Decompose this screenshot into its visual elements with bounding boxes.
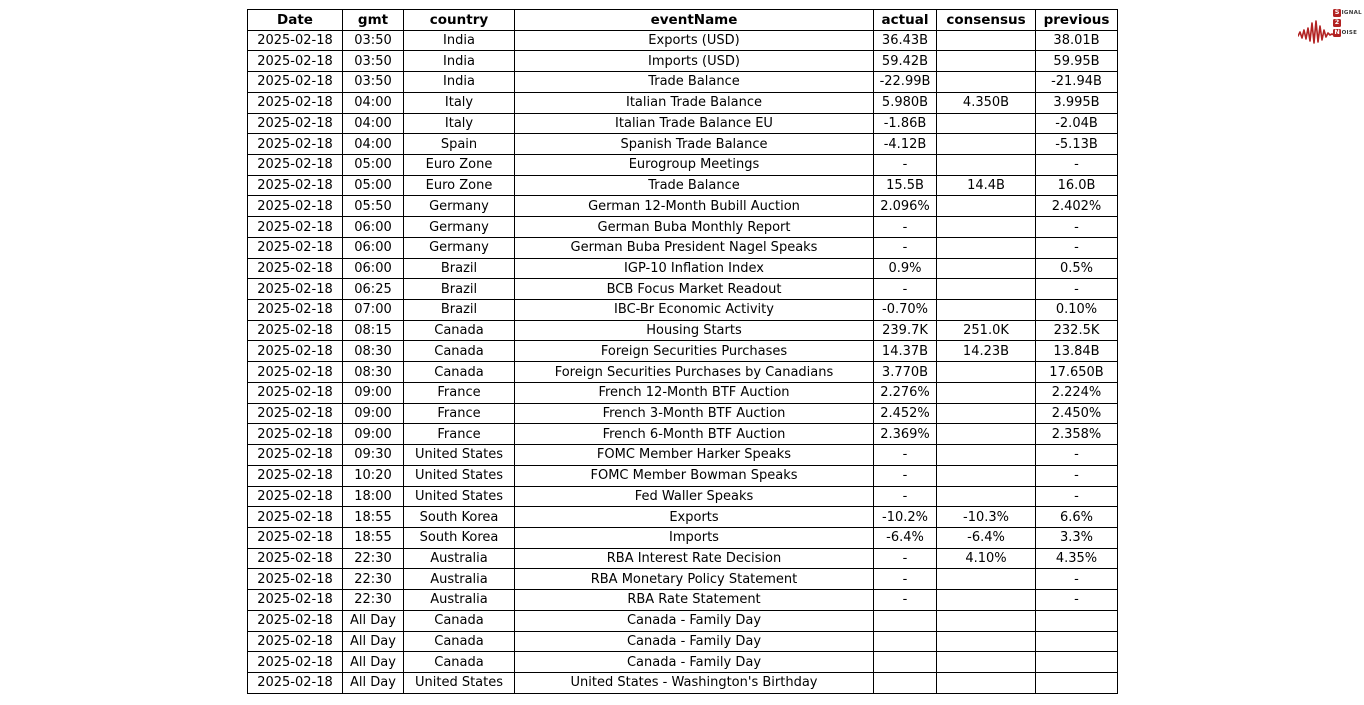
table-row [248,30,1118,51]
cell-consensus [937,279,1036,300]
cell-previous: 2.402% [1036,196,1118,217]
cell-date: 2025-02-18 [248,300,343,321]
logo-badge-n: N [1334,28,1340,37]
cell-previous [1036,672,1118,693]
table-row [248,51,1118,72]
cell-consensus [937,652,1036,673]
cell-country: Germany [404,237,515,258]
cell-date: 2025-02-18 [248,424,343,445]
cell-previous: 2.358% [1036,424,1118,445]
cell-actual: -10.2% [874,507,937,528]
table-row [248,279,1118,300]
cell-gmt: 05:50 [343,196,404,217]
cell-date: 2025-02-18 [248,610,343,631]
cell-previous: 0.5% [1036,258,1118,279]
cell-eventname: Foreign Securities Purchases by Canadians [515,362,874,383]
cell-date: 2025-02-18 [248,279,343,300]
cell-actual [874,672,937,693]
cell-previous: 2.450% [1036,403,1118,424]
cell-country: Spain [404,134,515,155]
cell-gmt: 09:00 [343,424,404,445]
table-row [248,631,1118,652]
cell-consensus [937,631,1036,652]
cell-previous: 3.995B [1036,92,1118,113]
cell-consensus [937,196,1036,217]
table-row [248,465,1118,486]
cell-country: France [404,382,515,403]
cell-previous: 17.650B [1036,362,1118,383]
cell-consensus [937,258,1036,279]
cell-actual: 5.980B [874,92,937,113]
table-row [248,590,1118,611]
cell-date: 2025-02-18 [248,465,343,486]
cell-eventname: RBA Interest Rate Decision [515,548,874,569]
cell-previous [1036,610,1118,631]
cell-actual: 36.43B [874,30,937,51]
cell-eventname: United States - Washington's Birthday [515,672,874,693]
cell-country: India [404,72,515,93]
cell-previous: 13.84B [1036,341,1118,362]
table-row [248,175,1118,196]
cell-previous: - [1036,486,1118,507]
logo-word-oise: OISE [1341,29,1358,36]
cell-consensus [937,465,1036,486]
cell-gmt: 08:30 [343,341,404,362]
cell-previous: -21.94B [1036,72,1118,93]
cell-actual: -1.86B [874,113,937,134]
cell-actual: 3.770B [874,362,937,383]
cell-eventname: German Buba Monthly Report [515,217,874,238]
header-row [248,10,1118,31]
cell-eventname: RBA Rate Statement [515,590,874,611]
cell-consensus: 251.0K [937,320,1036,341]
cell-date: 2025-02-18 [248,134,343,155]
cell-actual: 2.276% [874,382,937,403]
cell-eventname: FOMC Member Harker Speaks [515,445,874,466]
cell-gmt: 05:00 [343,175,404,196]
table-row [248,382,1118,403]
cell-gmt: 07:00 [343,300,404,321]
cell-country: India [404,51,515,72]
logo-word-ignal: IGNAL [1341,9,1362,16]
cell-date: 2025-02-18 [248,92,343,113]
table-row [248,300,1118,321]
cell-consensus [937,672,1036,693]
cell-previous: - [1036,569,1118,590]
cell-country: Brazil [404,300,515,321]
cell-eventname: Canada - Family Day [515,652,874,673]
table-row [248,610,1118,631]
cell-gmt: 10:20 [343,465,404,486]
cell-eventname: Foreign Securities Purchases [515,341,874,362]
cell-date: 2025-02-18 [248,672,343,693]
cell-date: 2025-02-18 [248,382,343,403]
cell-consensus [937,155,1036,176]
table-row [248,652,1118,673]
cell-actual: 2.096% [874,196,937,217]
cell-eventname: Canada - Family Day [515,610,874,631]
s2n-logo [1298,6,1362,48]
cell-country: Australia [404,569,515,590]
cell-previous: - [1036,217,1118,238]
cell-country: Canada [404,320,515,341]
table-row [248,196,1118,217]
column-header-eventname: eventName [515,10,874,31]
cell-eventname: French 12-Month BTF Auction [515,382,874,403]
cell-consensus [937,403,1036,424]
cell-date: 2025-02-18 [248,72,343,93]
cell-actual: -6.4% [874,527,937,548]
cell-consensus: 14.23B [937,341,1036,362]
cell-gmt: 04:00 [343,92,404,113]
table-row [248,527,1118,548]
cell-country: United States [404,486,515,507]
cell-country: France [404,403,515,424]
cell-actual: - [874,237,937,258]
cell-date: 2025-02-18 [248,590,343,611]
cell-consensus [937,569,1036,590]
cell-country: Italy [404,92,515,113]
cell-consensus [937,72,1036,93]
cell-gmt: 06:00 [343,237,404,258]
cell-gmt: 08:15 [343,320,404,341]
cell-actual: -0.70% [874,300,937,321]
cell-date: 2025-02-18 [248,569,343,590]
cell-consensus: -6.4% [937,527,1036,548]
cell-previous: 16.0B [1036,175,1118,196]
cell-gmt: All Day [343,610,404,631]
cell-consensus [937,590,1036,611]
cell-consensus [937,237,1036,258]
table-row [248,237,1118,258]
cell-previous: - [1036,155,1118,176]
cell-country: Brazil [404,258,515,279]
cell-eventname: Imports (USD) [515,51,874,72]
calendar-table-body [248,30,1118,693]
cell-previous: 4.35% [1036,548,1118,569]
logo-badge-s: S [1334,8,1340,17]
cell-eventname: Spanish Trade Balance [515,134,874,155]
cell-previous: - [1036,445,1118,466]
cell-actual: - [874,569,937,590]
cell-gmt: 03:50 [343,72,404,93]
table-row [248,155,1118,176]
cell-actual: - [874,590,937,611]
cell-eventname: Canada - Family Day [515,631,874,652]
cell-country: Euro Zone [404,155,515,176]
cell-previous: - [1036,465,1118,486]
cell-eventname: Italian Trade Balance [515,92,874,113]
cell-actual: - [874,217,937,238]
table-row [248,403,1118,424]
cell-country: Australia [404,590,515,611]
cell-actual: - [874,445,937,466]
cell-country: India [404,30,515,51]
cell-consensus [937,362,1036,383]
cell-date: 2025-02-18 [248,652,343,673]
cell-country: United States [404,445,515,466]
cell-country: Brazil [404,279,515,300]
cell-gmt: 22:30 [343,590,404,611]
cell-date: 2025-02-18 [248,320,343,341]
logo-wordmark [1333,8,1362,37]
cell-country: Canada [404,362,515,383]
column-header-previous: previous [1036,10,1118,31]
cell-consensus [937,51,1036,72]
cell-eventname: IBC-Br Economic Activity [515,300,874,321]
cell-eventname: Housing Starts [515,320,874,341]
cell-actual: -4.12B [874,134,937,155]
cell-country: Italy [404,113,515,134]
cell-previous: - [1036,237,1118,258]
cell-date: 2025-02-18 [248,30,343,51]
cell-date: 2025-02-18 [248,217,343,238]
cell-actual: -22.99B [874,72,937,93]
logo-line-2 [1333,18,1362,27]
cell-gmt: All Day [343,672,404,693]
cell-country: Canada [404,341,515,362]
cell-date: 2025-02-18 [248,113,343,134]
cell-country: South Korea [404,507,515,528]
cell-actual: - [874,486,937,507]
cell-eventname: Fed Waller Speaks [515,486,874,507]
cell-actual: - [874,279,937,300]
cell-gmt: All Day [343,631,404,652]
cell-gmt: 06:00 [343,258,404,279]
cell-eventname: French 3-Month BTF Auction [515,403,874,424]
cell-actual: 15.5B [874,175,937,196]
cell-country: France [404,424,515,445]
cell-eventname: Imports [515,527,874,548]
cell-gmt: 08:30 [343,362,404,383]
cell-gmt: 03:50 [343,51,404,72]
cell-previous: 232.5K [1036,320,1118,341]
cell-eventname: BCB Focus Market Readout [515,279,874,300]
cell-consensus [937,113,1036,134]
cell-consensus [937,486,1036,507]
cell-eventname: Trade Balance [515,175,874,196]
cell-eventname: German 12-Month Bubill Auction [515,196,874,217]
table-row [248,320,1118,341]
cell-actual: 14.37B [874,341,937,362]
table-header [248,10,1118,31]
cell-date: 2025-02-18 [248,51,343,72]
table-row [248,486,1118,507]
column-header-actual: actual [874,10,937,31]
table-row [248,507,1118,528]
cell-previous: - [1036,590,1118,611]
cell-country: Euro Zone [404,175,515,196]
cell-date: 2025-02-18 [248,403,343,424]
cell-gmt: 03:50 [343,30,404,51]
cell-previous: -2.04B [1036,113,1118,134]
cell-gmt: 04:00 [343,134,404,155]
cell-date: 2025-02-18 [248,258,343,279]
cell-country: Australia [404,548,515,569]
cell-consensus: 4.350B [937,92,1036,113]
cell-consensus [937,382,1036,403]
cell-gmt: 18:55 [343,527,404,548]
cell-country: United States [404,465,515,486]
table-row [248,134,1118,155]
cell-previous: 3.3% [1036,527,1118,548]
cell-actual [874,631,937,652]
table-row [248,258,1118,279]
table-row [248,548,1118,569]
cell-date: 2025-02-18 [248,507,343,528]
cell-gmt: 06:25 [343,279,404,300]
cell-country: Germany [404,217,515,238]
economic-calendar-table [247,9,1118,694]
column-header-date: Date [248,10,343,31]
cell-eventname: Trade Balance [515,72,874,93]
cell-gmt: 06:00 [343,217,404,238]
cell-actual [874,610,937,631]
cell-date: 2025-02-18 [248,486,343,507]
cell-previous: 38.01B [1036,30,1118,51]
column-header-consensus: consensus [937,10,1036,31]
cell-date: 2025-02-18 [248,341,343,362]
cell-gmt: 09:00 [343,403,404,424]
cell-country: South Korea [404,527,515,548]
cell-consensus: 4.10% [937,548,1036,569]
cell-actual: 2.369% [874,424,937,445]
cell-consensus [937,217,1036,238]
cell-country: Canada [404,610,515,631]
table-row [248,569,1118,590]
cell-previous: 2.224% [1036,382,1118,403]
cell-date: 2025-02-18 [248,527,343,548]
cell-country: United States [404,672,515,693]
logo-line-noise [1333,28,1362,37]
table-row [248,92,1118,113]
table-row [248,341,1118,362]
signal-waveform-icon [1298,18,1334,46]
cell-actual: - [874,465,937,486]
cell-actual: 2.452% [874,403,937,424]
cell-date: 2025-02-18 [248,237,343,258]
cell-actual: - [874,155,937,176]
cell-consensus: -10.3% [937,507,1036,528]
cell-previous: - [1036,279,1118,300]
cell-previous: 0.10% [1036,300,1118,321]
cell-consensus [937,300,1036,321]
cell-date: 2025-02-18 [248,548,343,569]
cell-eventname: Eurogroup Meetings [515,155,874,176]
cell-actual: 239.7K [874,320,937,341]
cell-eventname: FOMC Member Bowman Speaks [515,465,874,486]
cell-previous [1036,631,1118,652]
cell-consensus [937,134,1036,155]
cell-country: Canada [404,631,515,652]
cell-date: 2025-02-18 [248,631,343,652]
cell-previous: 59.95B [1036,51,1118,72]
cell-eventname: Exports (USD) [515,30,874,51]
cell-gmt: 18:00 [343,486,404,507]
cell-gmt: 09:00 [343,382,404,403]
cell-consensus [937,424,1036,445]
cell-date: 2025-02-18 [248,175,343,196]
table-row [248,672,1118,693]
table-row [248,113,1118,134]
cell-gmt: 05:00 [343,155,404,176]
table-row [248,424,1118,445]
cell-actual [874,652,937,673]
cell-consensus [937,610,1036,631]
logo-line-signal [1333,8,1362,17]
table-row [248,217,1118,238]
cell-consensus [937,30,1036,51]
cell-consensus: 14.4B [937,175,1036,196]
cell-date: 2025-02-18 [248,362,343,383]
cell-country: Canada [404,652,515,673]
cell-eventname: RBA Monetary Policy Statement [515,569,874,590]
cell-date: 2025-02-18 [248,155,343,176]
table-row [248,362,1118,383]
cell-date: 2025-02-18 [248,445,343,466]
cell-gmt: 22:30 [343,569,404,590]
table-row [248,445,1118,466]
cell-gmt: 09:30 [343,445,404,466]
cell-actual: - [874,548,937,569]
cell-consensus [937,445,1036,466]
cell-date: 2025-02-18 [248,196,343,217]
cell-gmt: 04:00 [343,113,404,134]
cell-eventname: Exports [515,507,874,528]
cell-gmt: All Day [343,652,404,673]
cell-actual: 59.42B [874,51,937,72]
column-header-country: country [404,10,515,31]
table-row [248,72,1118,93]
cell-gmt: 22:30 [343,548,404,569]
cell-eventname: French 6-Month BTF Auction [515,424,874,445]
logo-badge-2: 2 [1334,18,1340,27]
column-header-gmt: gmt [343,10,404,31]
cell-eventname: IGP-10 Inflation Index [515,258,874,279]
cell-gmt: 18:55 [343,507,404,528]
cell-previous [1036,652,1118,673]
cell-actual: 0.9% [874,258,937,279]
cell-country: Germany [404,196,515,217]
cell-previous: -5.13B [1036,134,1118,155]
cell-previous: 6.6% [1036,507,1118,528]
cell-eventname: Italian Trade Balance EU [515,113,874,134]
cell-eventname: German Buba President Nagel Speaks [515,237,874,258]
